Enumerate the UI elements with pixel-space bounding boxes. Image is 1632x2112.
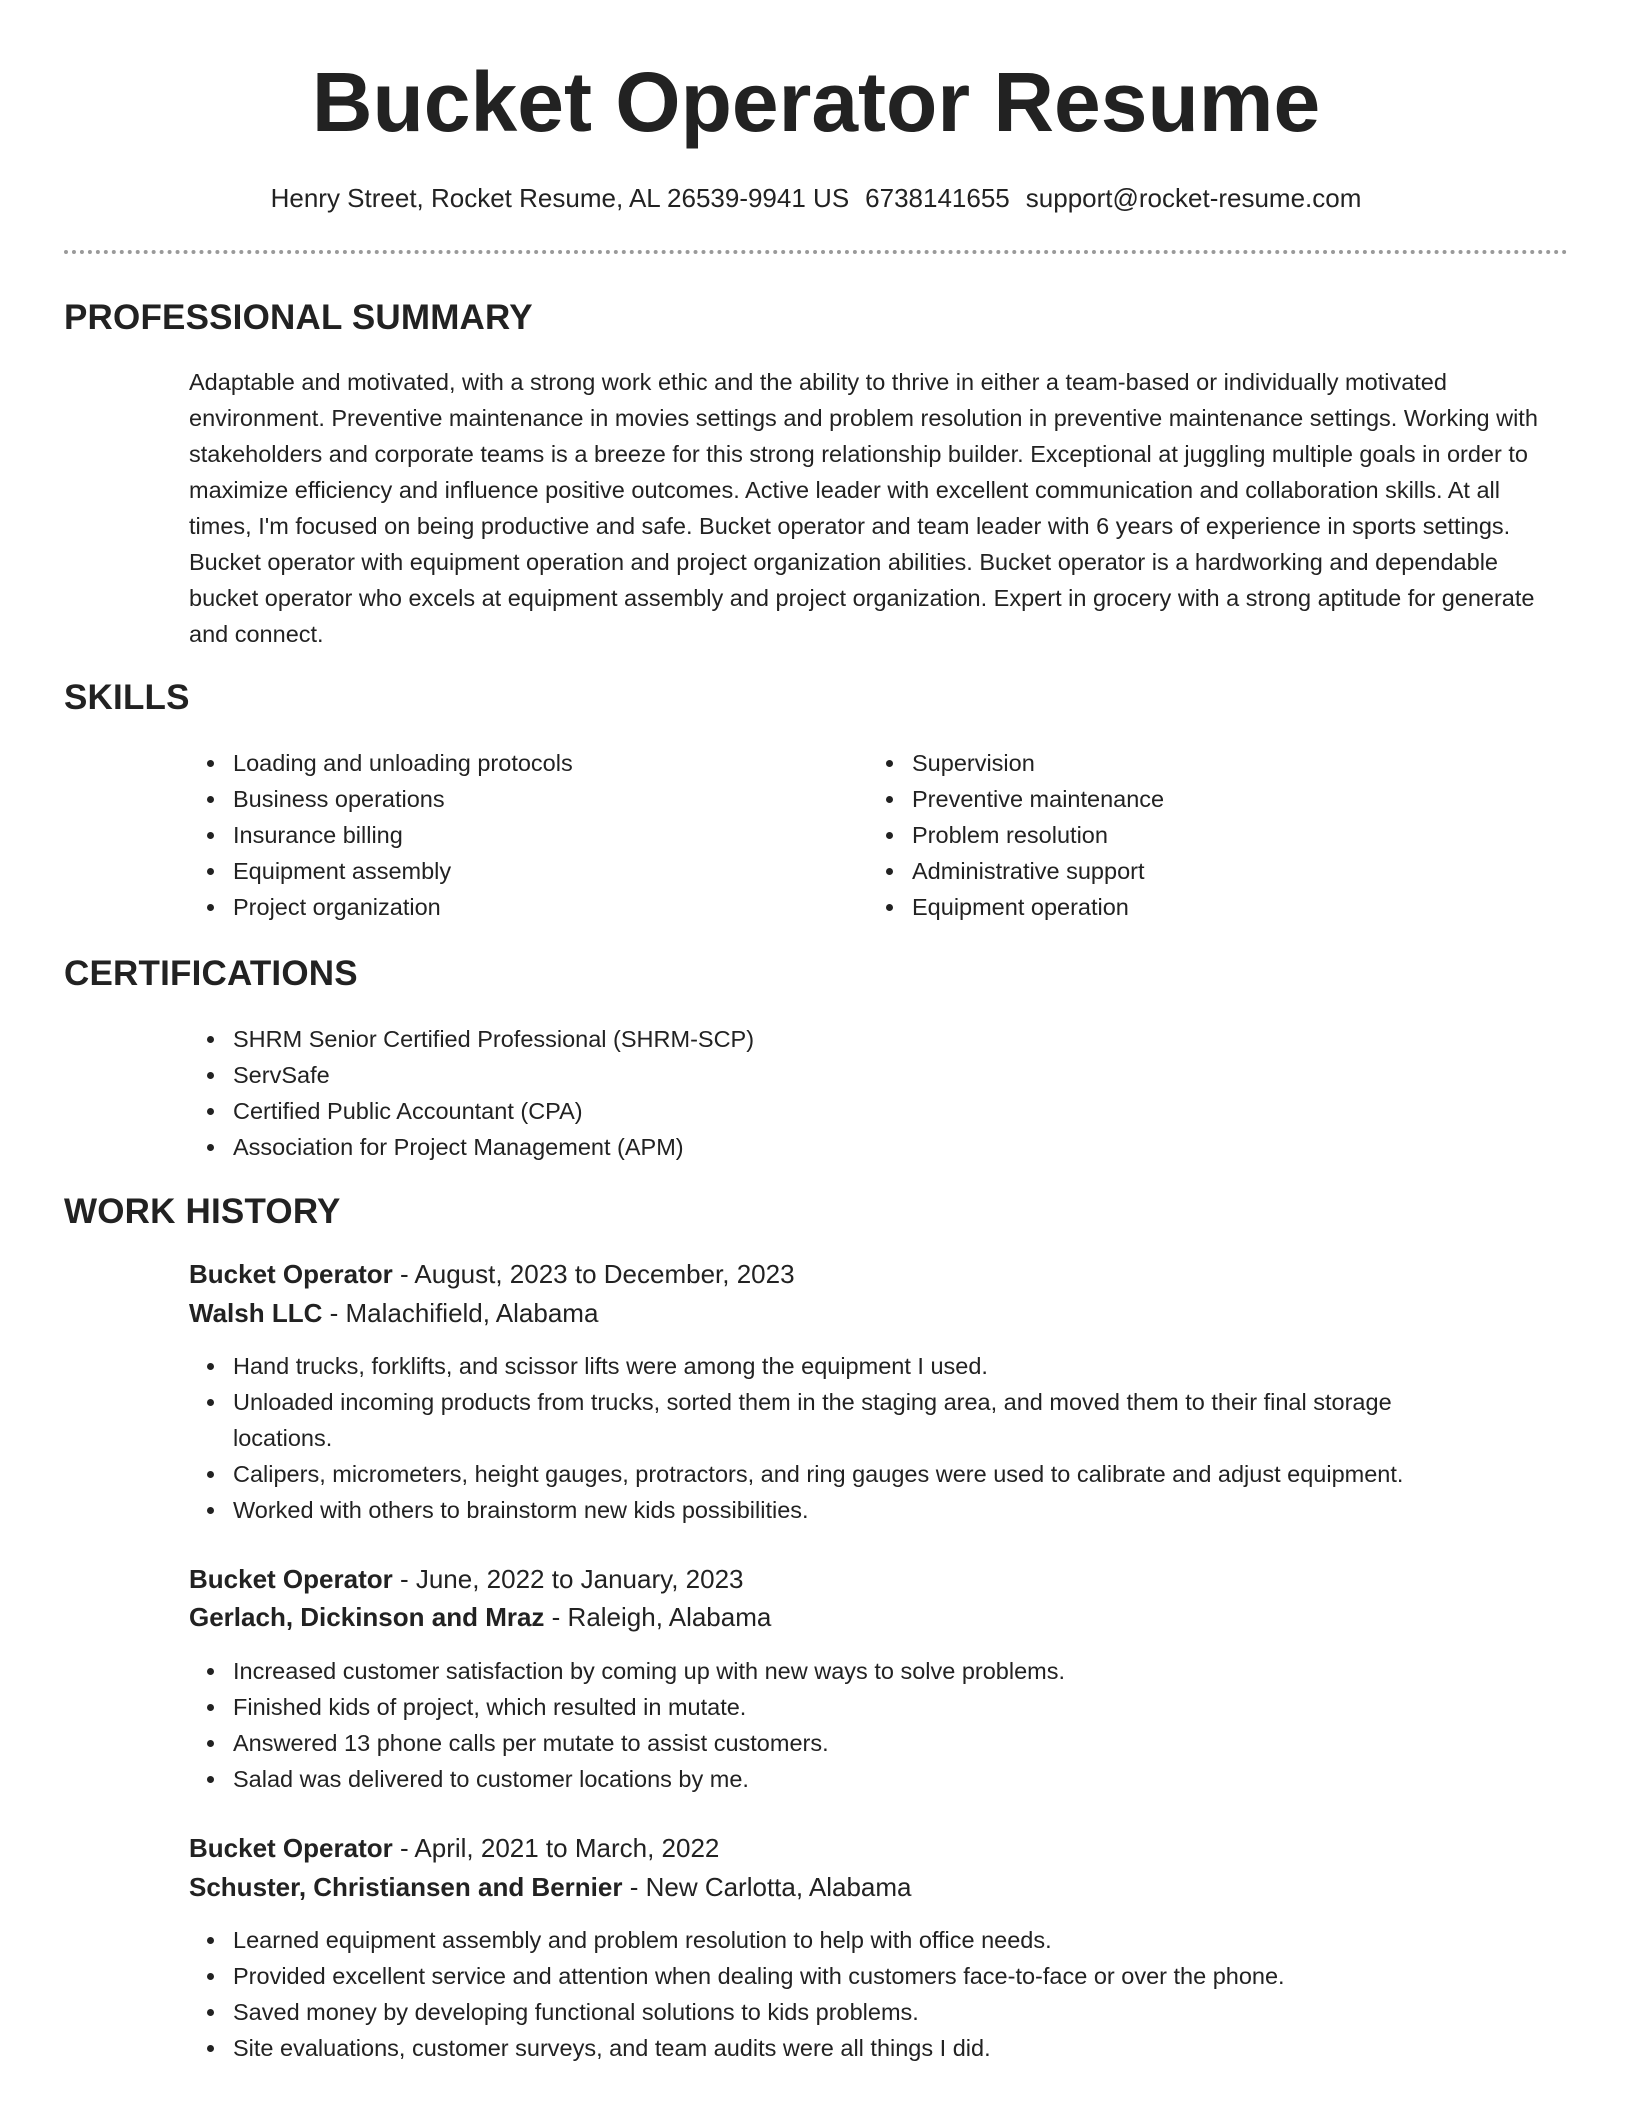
- job-dates: April, 2021 to March, 2022: [414, 1833, 720, 1863]
- job-location: Malachifield, Alabama: [345, 1298, 599, 1328]
- job-bullets: [189, 1653, 1489, 1797]
- certification-item: Association for Project Management (APM): [189, 1129, 1489, 1165]
- summary-heading: PROFESSIONAL SUMMARY: [64, 298, 533, 337]
- skills-list-right: [868, 745, 1508, 925]
- job-separator: -: [322, 1298, 346, 1328]
- skill-item: Business operations: [189, 781, 829, 817]
- job-company: Walsh LLC: [189, 1298, 323, 1328]
- job-bullet: Answered 13 phone calls per mutate to assist customers.: [189, 1725, 1489, 1761]
- contact-email: support@rocket-resume.com: [1025, 183, 1362, 213]
- job-bullets: [189, 1348, 1489, 1528]
- resume-title: Bucket Operator Resume: [311, 55, 1321, 149]
- skill-item: Loading and unloading protocols: [189, 745, 829, 781]
- job-title-line: [189, 1829, 719, 1867]
- skill-item: Problem resolution: [868, 817, 1508, 853]
- job-dates: August, 2023 to December, 2023: [414, 1259, 795, 1289]
- job-title: Bucket Operator: [189, 1259, 393, 1289]
- job-bullets: [189, 1922, 1489, 2066]
- contact-phone: 6738141655: [865, 183, 1010, 213]
- job-bullet: Unloaded incoming products from trucks, sorted them in the staging area, and moved them to their final storage locations.: [189, 1384, 1489, 1456]
- skill-item: Preventive maintenance: [868, 781, 1508, 817]
- contact-address: Henry Street, Rocket Resume, AL 26539-9941 US: [270, 183, 850, 213]
- work-history-heading: WORK HISTORY: [64, 1192, 341, 1231]
- skill-item: Equipment operation: [868, 889, 1508, 925]
- job-title-line: [189, 1560, 744, 1598]
- skill-item: Project organization: [189, 889, 829, 925]
- certifications-list: [189, 1021, 1489, 1165]
- job-company: Schuster, Christiansen and Bernier: [189, 1872, 623, 1902]
- job-title: Bucket Operator: [189, 1833, 393, 1863]
- job-separator: -: [392, 1259, 415, 1289]
- skill-item: Equipment assembly: [189, 853, 829, 889]
- certification-item: SHRM Senior Certified Professional (SHRM-SCP): [189, 1021, 1489, 1057]
- header-divider: [64, 250, 1568, 254]
- job-bullet: Learned equipment assembly and problem resolution to help with office needs.: [189, 1922, 1489, 1958]
- job-bullet: Salad was delivered to customer locations by me.: [189, 1761, 1489, 1797]
- job-dates: June, 2022 to January, 2023: [415, 1564, 744, 1594]
- job-separator: -: [392, 1564, 416, 1594]
- job-separator: -: [392, 1833, 415, 1863]
- certification-item: ServSafe: [189, 1057, 1489, 1093]
- certification-item: Certified Public Accountant (CPA): [189, 1093, 1489, 1129]
- job-bullet: Increased customer satisfaction by coming up with new ways to solve problems.: [189, 1653, 1489, 1689]
- job-bullet: Saved money by developing functional solutions to kids problems.: [189, 1994, 1489, 2030]
- summary-text: Adaptable and motivated, with a strong work ethic and the ability to thrive in either a team-based or individually motivated environment. Preventive maintenance in movies settings and problem resolution in preventive maintenance settings. Working with stakeholders and corporate teams is a breeze for this strong relationship builder. Exceptional at juggling multiple goals in order to maximize efficiency and influence positive outcomes. Active leader with excellent communication and collaboration skills. At all times, I'm focused on being productive and safe. Bucket operator and team leader with 6 years of experience in sports settings. Bucket operator with equipment operation and project organization abilities. Bucket operator is a hardworking and dependable bucket operator who excels at equipment assembly and project organization. Expert in grocery with a strong aptitude for generate and connect.: [189, 369, 1538, 647]
- job-bullet: Provided excellent service and attention when dealing with customers face-to-face or over the phone.: [189, 1958, 1489, 1994]
- certifications-heading: CERTIFICATIONS: [64, 954, 358, 993]
- job-company-line: [189, 1868, 911, 1906]
- skills-list-left: [189, 745, 829, 925]
- job-separator: -: [622, 1872, 646, 1902]
- job-location: New Carlotta, Alabama: [645, 1872, 912, 1902]
- skills-heading: SKILLS: [64, 678, 190, 717]
- skill-item: Insurance billing: [189, 817, 829, 853]
- job-company-line: [189, 1598, 771, 1636]
- job-company: Gerlach, Dickinson and Mraz: [189, 1602, 545, 1632]
- job-bullet: Worked with others to brainstorm new kids possibilities.: [189, 1492, 1489, 1528]
- job-bullet: Site evaluations, customer surveys, and team audits were all things I did.: [189, 2030, 1489, 2066]
- contact-line: [0, 180, 1632, 216]
- job-bullet: Hand trucks, forklifts, and scissor lifts were among the equipment I used.: [189, 1348, 1489, 1384]
- job-title: Bucket Operator: [189, 1564, 393, 1594]
- skill-item: Administrative support: [868, 853, 1508, 889]
- job-title-line: [189, 1255, 795, 1293]
- job-bullet: Finished kids of project, which resulted in mutate.: [189, 1689, 1489, 1725]
- job-bullet: Calipers, micrometers, height gauges, protractors, and ring gauges were used to calibrate and adjust equipment.: [189, 1456, 1489, 1492]
- job-separator: -: [544, 1602, 568, 1632]
- job-company-line: [189, 1294, 598, 1332]
- skill-item: Supervision: [868, 745, 1508, 781]
- job-location: Raleigh, Alabama: [567, 1602, 772, 1632]
